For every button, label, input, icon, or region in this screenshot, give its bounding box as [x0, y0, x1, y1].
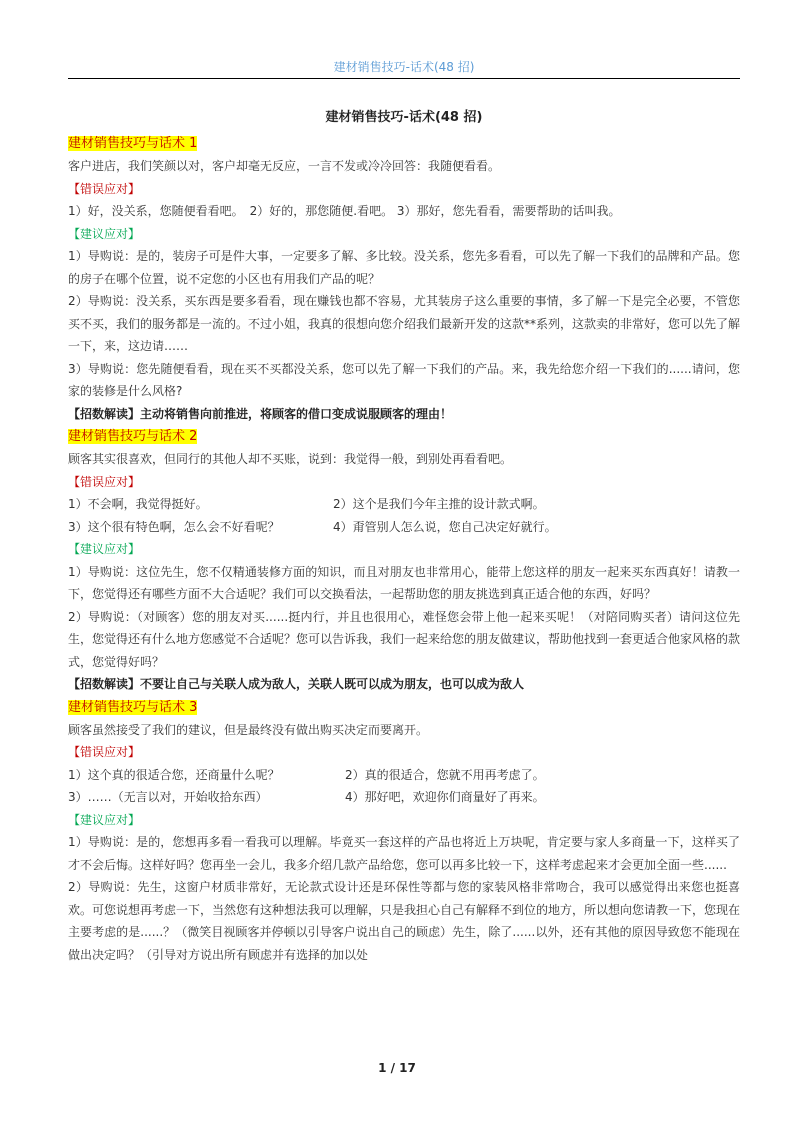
suggested-response-paragraph: 2）导购说：（对顾客）您的朋友对买......挺内行，并且也很用心，难怪您会带上他一起来买呢！（对陪同购买者）请问这位先生，您觉得还有什么地方您感觉不合适呢？您可以告诉我，我们一起来给您的朋友做建议，帮助他找到一套更适合他家风格的款式，您觉得好吗？ [68, 609, 741, 669]
suggested-response-paragraph: 3）导购说：您先随便看看，现在买不买都没关系，您可以先了解一下我们的产品。来，我先给您介绍一下我们的......请问，您家的装修是什么风格? [68, 361, 740, 398]
wrong-response-item: 3）……（无言以对，开始收拾东西） [68, 790, 268, 804]
section-title: 建材销售技巧与话术 2 [68, 429, 198, 444]
wrong-response-row [68, 493, 740, 516]
section-2 [68, 425, 740, 696]
section-title: 建材销售技巧与话术 3 [68, 699, 198, 715]
wrong-response-item: 1）不会啊，我觉得挺好。 [68, 497, 208, 511]
suggested-response-paragraph: 2）导购说：先生，这窗户材质非常好，无论款式设计还是环保性等都与您的家装风格非常吻合，我可以感觉得出来您也挺喜欢。可您说想再考虑一下，当然您有这种想法我可以理解，只是我担心自己有解释不到位的地方，所以想向您请教一下，您现在主要考虑的是......？（微笑目视顾客并停顿以引导客户说出自己的顾虑）先生，除了......以外，还有其他的原因导致您不能现在做出决定吗？（引导对方说出所有顾虑并有选择的加以处 [68, 880, 741, 962]
suggested-response-label: 【建议应对】 [68, 542, 141, 556]
strategy-insight: 【招数解读】不要让自己与关联人成为敌人，关联人既可以成为朋友，也可以成为敌人 [68, 677, 525, 691]
wrong-response-item: 2）这个是我们今年主推的设计款式啊。 [333, 497, 545, 511]
section-3 [68, 696, 740, 967]
scenario-text: 客户进店，我们笑颜以对，客户却毫无反应，一言不发或冷冷回答：我随便看看。 [68, 159, 501, 173]
page-header: 建材销售技巧-话术(48 招) [333, 60, 475, 74]
wrong-response-item: 1）好，没关系，您随便看看吧。 2）好的，那您随便.看吧。 3）那好，您先看看，需要帮助的话叫我。 [68, 204, 621, 218]
section-title: 建材销售技巧与话术 1 [68, 136, 198, 151]
document-body [68, 104, 740, 966]
suggested-response-paragraph: 1）导购说：是的，您想再多看一看我可以理解。毕竟买一套这样的产品也将近上万块呢，肯定要与家人多商量一下，这样买了才不会后悔。这样好吗？您再坐一会儿，我多介绍几款产品给您，您可以再多比较一下，这样考虑起来才会更加全面一些...... [68, 835, 740, 872]
wrong-response-label: 【错误应对】 [68, 745, 141, 759]
header-rule [68, 78, 740, 79]
wrong-response-item: 1）这个真的很适合您，还商量什么呢？ [68, 767, 280, 782]
wrong-response-row [68, 786, 740, 809]
page-number: 1 / 17 [378, 1061, 416, 1075]
suggested-response-label: 【建议应对】 [68, 812, 141, 827]
strategy-insight: 【招数解读】主动将销售向前推进，将顾客的借口变成说服顾客的理由！ [68, 406, 453, 421]
section-1 [68, 132, 740, 425]
wrong-response-item: 2）真的很适合，您就不用再考虑了。 [345, 767, 545, 782]
wrong-response-row [68, 516, 740, 539]
wrong-response-label: 【错误应对】 [68, 181, 141, 196]
document-title: 建材销售技巧-话术(48 招) [325, 110, 483, 125]
wrong-response-item: 4）甭管别人怎么说，您自己决定好就行。 [333, 519, 557, 534]
wrong-response-item: 3）这个很有特色啊，怎么会不好看呢？ [68, 519, 280, 534]
suggested-response-label: 【建议应对】 [68, 226, 141, 241]
scenario-text: 顾客虽然接受了我们的建议，但是最终没有做出购买决定而要离开。 [68, 722, 429, 737]
wrong-response-row [68, 764, 740, 787]
suggested-response-paragraph: 1）导购说：是的，装房子可是件大事，一定要多了解、多比较。没关系，您先多看看，可以先了解一下我们的品牌和产品。您的房子在哪个位置，说不定您的小区也有用我们产品的呢？ [68, 249, 740, 286]
suggested-response-paragraph: 1）导购说：这位先生，您不仅精通装修方面的知识，而且对朋友也非常用心，能带上您这样的朋友一起来买东西真好！请教一下，您觉得还有哪些方面不大合适呢？我们可以交换看法，一起帮助您的朋友挑选到真正适合他的东西，好吗？ [68, 564, 740, 601]
wrong-response-label: 【错误应对】 [68, 474, 141, 489]
wrong-response-item: 4）那好吧，欢迎你们商量好了再来。 [345, 790, 545, 804]
suggested-response-paragraph: 2）导购说：没关系，买东西是要多看看，现在赚钱也都不容易，尤其装房子这么重要的事情，多了解一下是完全必要，不管您买不买，我们的服务都是一流的。不过小姐，我真的很想向您介绍我们最新开发的这款**系列，这款卖的非常好，您可以先了解一下，来，这边请…… [68, 294, 741, 353]
scenario-text: 顾客其实很喜欢，但同行的其他人却不买账，说到：我觉得一般，到别处再看看吧。 [68, 452, 513, 466]
